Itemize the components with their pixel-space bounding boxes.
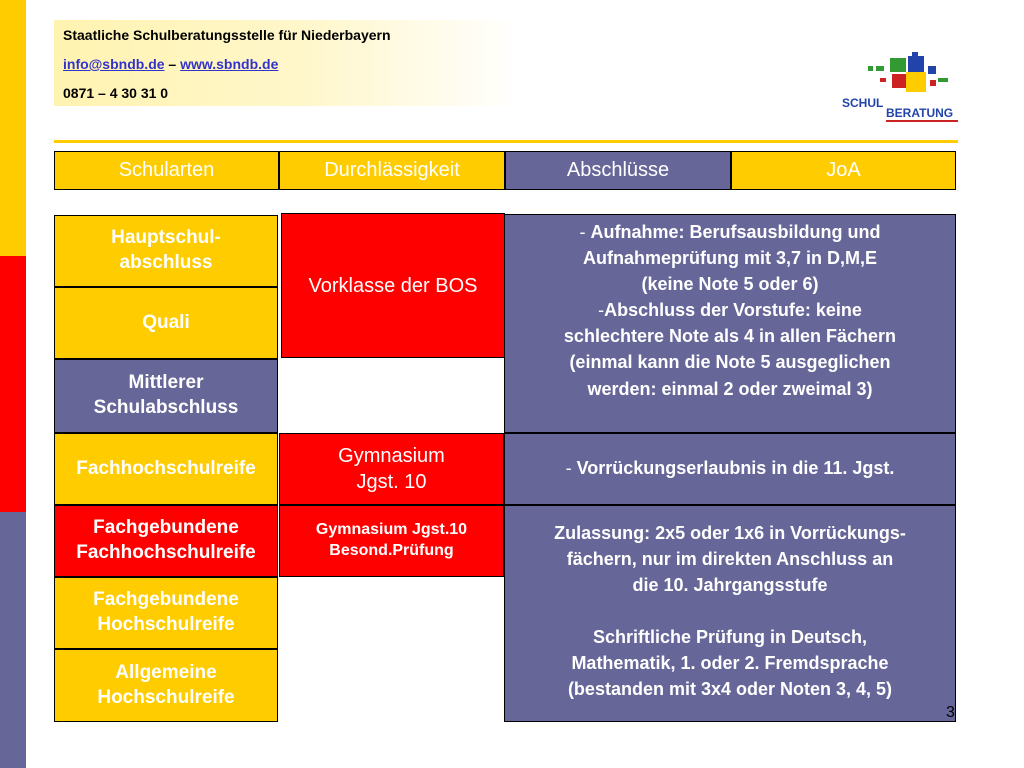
- cell-bos-requirements: - Aufnahme: Berufsausbildung und Aufnahmeprüfung mit 3,7 in D,M,E (keine Note 5 oder 6) -Abschluss der Vorstufe: keine schlechtere Note als 4 in allen Fächern (einmal kann die Note 5 ausgeglichen werden: einmal 2 oder zweimal 3): [504, 214, 956, 433]
- cell-gymnasium-jgst10: Gymnasium Jgst. 10: [279, 433, 504, 505]
- cell-gymnasium-besondere-pruefung: Gymnasium Jgst.10 Besond.Prüfung: [279, 505, 504, 577]
- org-name: Staatliche Schulberatungsstelle für Niederbayern: [63, 27, 391, 43]
- logo-word-schul: SCHUL: [842, 96, 884, 110]
- tab-durchlaessigkeit[interactable]: Durchlässigkeit: [279, 151, 505, 190]
- cell-quali: Quali: [54, 287, 278, 359]
- phone-number: 0871 – 4 30 31 0: [63, 85, 169, 101]
- side-bar-red: [0, 256, 26, 512]
- cell-zulassung-pruefung: Zulassung: 2x5 oder 1x6 in Vorrückungs- fächern, nur im direkten Anschluss an die 10. Jahrgangsstufe Schriftliche Prüfung in Deutsch, Mathematik, 1. oder 2. Fremdsprache (bestanden mit 3x4 oder Noten 3, 4, 5): [504, 505, 956, 722]
- email-link[interactable]: info@sbndb.de: [63, 56, 165, 72]
- header-divider: [54, 140, 958, 143]
- cell-hauptschulabschluss: Hauptschul- abschluss: [54, 215, 278, 287]
- tab-abschluesse[interactable]: Abschlüsse: [505, 151, 731, 190]
- page-number: 3: [946, 704, 955, 721]
- tab-joa[interactable]: JoA: [731, 151, 956, 190]
- cell-mittlerer-schulabschluss: Mittlerer Schulabschluss: [54, 359, 278, 433]
- side-bar-purple: [0, 512, 26, 768]
- cell-allgemeine-hochschulreife: Allgemeine Hochschulreife: [54, 649, 278, 722]
- cell-vorrueckungserlaubnis: - Vorrückungserlaubnis in die 11. Jgst.: [504, 433, 956, 505]
- web-link[interactable]: www.sbndb.de: [180, 56, 279, 72]
- cell-fachhochschulreife: Fachhochschulreife: [54, 433, 278, 505]
- schulberatung-logo: [840, 48, 962, 122]
- cell-fachgebundene-fachhochschulreife: Fachgebundene Fachhochschulreife: [54, 505, 278, 577]
- side-bar-yellow: [0, 0, 26, 256]
- cell-fachgebundene-hochschulreife: Fachgebundene Hochschulreife: [54, 577, 278, 649]
- logo-underline: [886, 120, 958, 122]
- header-box: [54, 20, 520, 106]
- contact-line: [63, 56, 278, 72]
- tab-schularten[interactable]: Schularten: [54, 151, 279, 190]
- contact-separator: –: [164, 56, 181, 72]
- logo-word-beratung: BERATUNG: [886, 106, 954, 120]
- cell-vorklasse-bos: Vorklasse der BOS: [281, 213, 505, 358]
